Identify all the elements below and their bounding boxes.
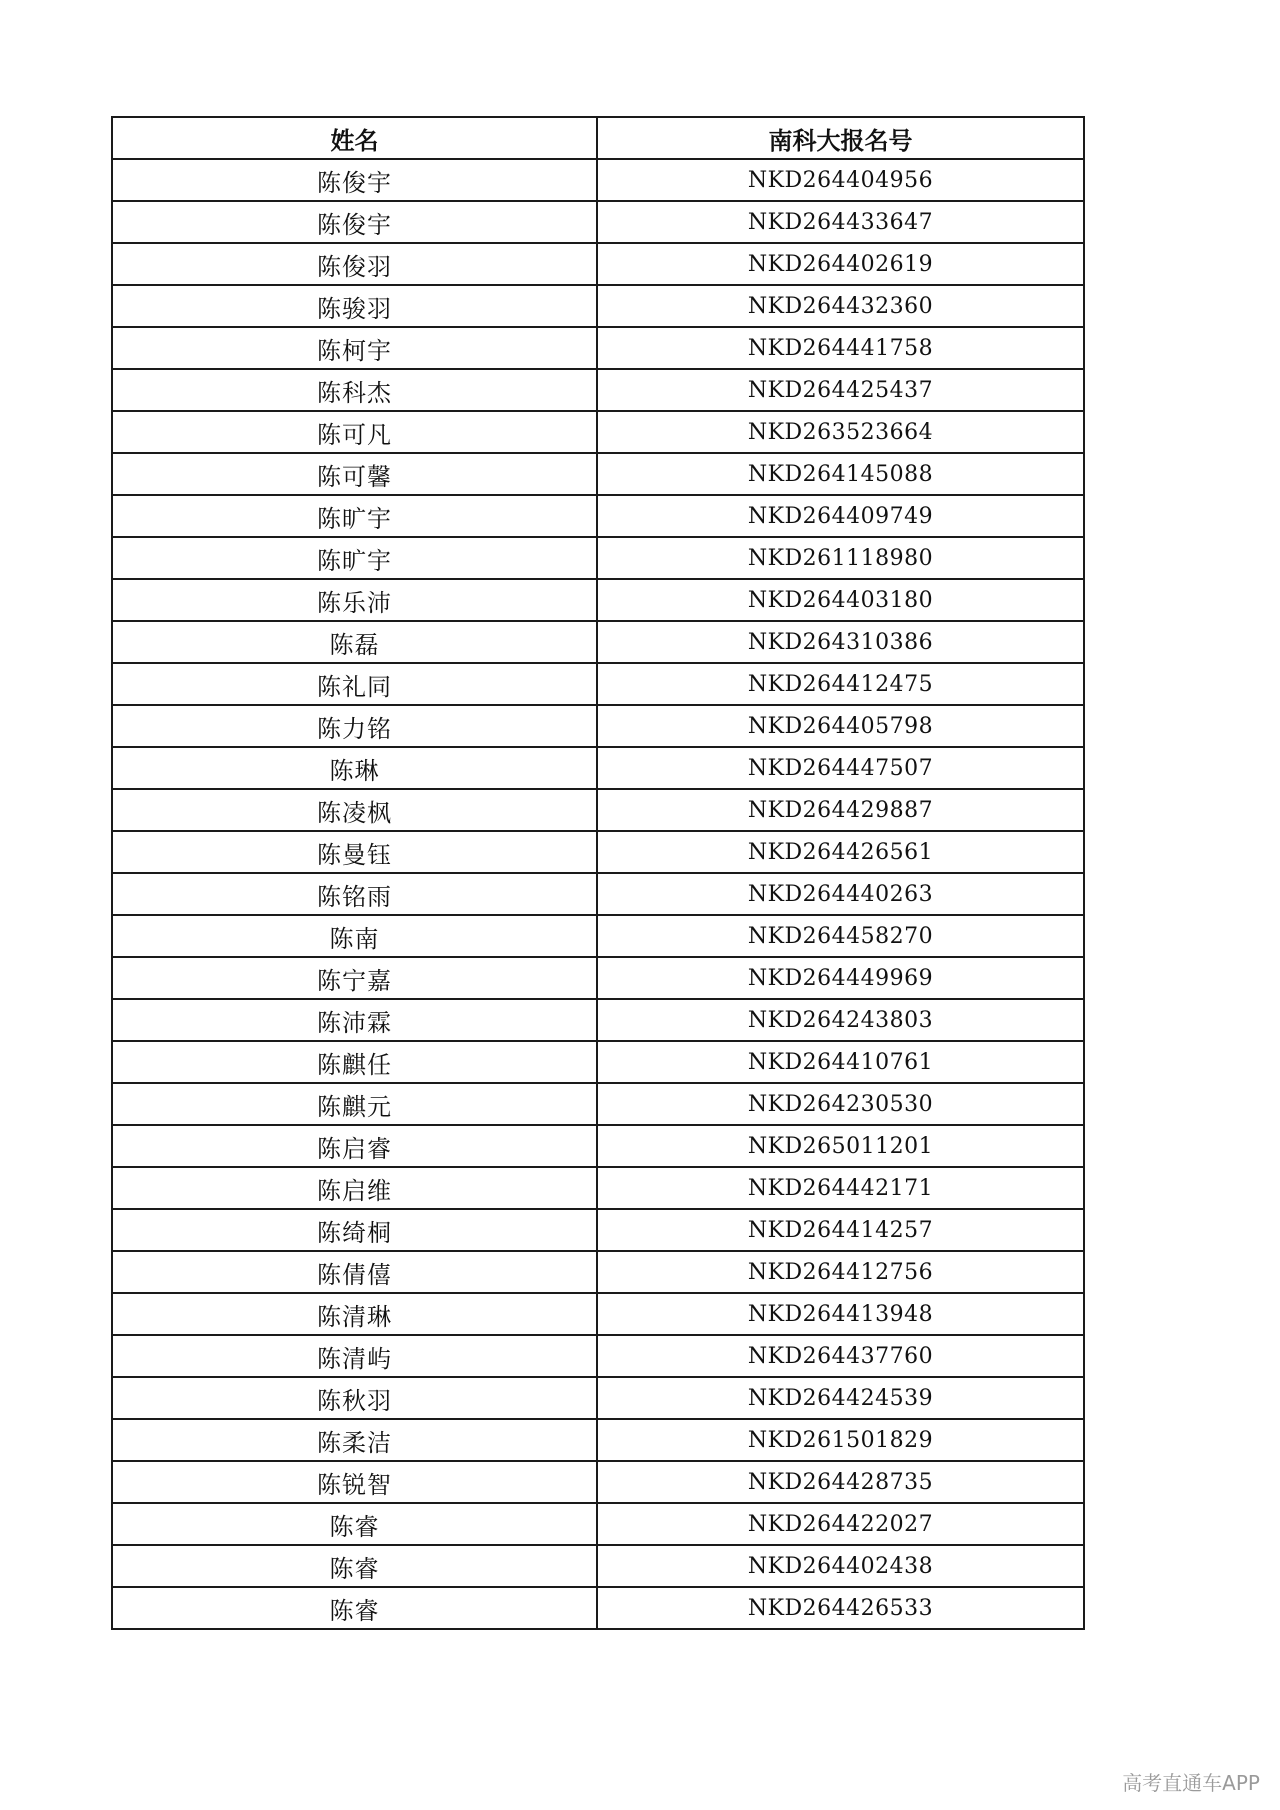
cell-registration-no: NKD264433647 xyxy=(597,201,1084,243)
table-row xyxy=(112,621,1084,663)
cell-registration-no: NKD263523664 xyxy=(597,411,1084,453)
cell-registration-no: NKD264425437 xyxy=(597,369,1084,411)
cell-registration-no: NKD264426561 xyxy=(597,831,1084,873)
table-row xyxy=(112,1125,1084,1167)
table-header-row xyxy=(112,117,1084,159)
cell-registration-no: NKD261501829 xyxy=(597,1419,1084,1461)
table-row xyxy=(112,201,1084,243)
table-row xyxy=(112,705,1084,747)
cell-name: 陈礼同 xyxy=(112,663,597,705)
cell-name: 陈俊羽 xyxy=(112,243,597,285)
cell-registration-no: NKD264424539 xyxy=(597,1377,1084,1419)
cell-registration-no: NKD264404956 xyxy=(597,159,1084,201)
cell-name: 陈秋羽 xyxy=(112,1377,597,1419)
cell-name: 陈旷宇 xyxy=(112,537,597,579)
cell-registration-no: NKD264403180 xyxy=(597,579,1084,621)
cell-registration-no: NKD264432360 xyxy=(597,285,1084,327)
cell-name: 陈睿 xyxy=(112,1503,597,1545)
table-row xyxy=(112,285,1084,327)
cell-registration-no: NKD264243803 xyxy=(597,999,1084,1041)
cell-name: 陈可馨 xyxy=(112,453,597,495)
table-row xyxy=(112,579,1084,621)
cell-name: 陈磊 xyxy=(112,621,597,663)
cell-name: 陈沛霖 xyxy=(112,999,597,1041)
table-row xyxy=(112,495,1084,537)
cell-name: 陈乐沛 xyxy=(112,579,597,621)
table-row xyxy=(112,1503,1084,1545)
cell-registration-no: NKD264409749 xyxy=(597,495,1084,537)
table-row xyxy=(112,999,1084,1041)
table-row xyxy=(112,957,1084,999)
candidate-table xyxy=(111,116,1085,1630)
cell-registration-no: NKD264440263 xyxy=(597,873,1084,915)
cell-registration-no: NKD261118980 xyxy=(597,537,1084,579)
cell-name: 陈启睿 xyxy=(112,1125,597,1167)
cell-registration-no: NKD264458270 xyxy=(597,915,1084,957)
cell-registration-no: NKD264402619 xyxy=(597,243,1084,285)
cell-registration-no: NKD264405798 xyxy=(597,705,1084,747)
table-row xyxy=(112,1041,1084,1083)
table-row xyxy=(112,1587,1084,1629)
cell-registration-no: NKD264145088 xyxy=(597,453,1084,495)
table-row xyxy=(112,1377,1084,1419)
table-row xyxy=(112,1461,1084,1503)
table-row xyxy=(112,873,1084,915)
cell-name: 陈麒任 xyxy=(112,1041,597,1083)
table-row xyxy=(112,1251,1084,1293)
cell-name: 陈启维 xyxy=(112,1167,597,1209)
cell-registration-no: NKD264429887 xyxy=(597,789,1084,831)
cell-registration-no: NKD264422027 xyxy=(597,1503,1084,1545)
cell-name: 陈清琳 xyxy=(112,1293,597,1335)
table-row xyxy=(112,1167,1084,1209)
cell-registration-no: NKD264442171 xyxy=(597,1167,1084,1209)
cell-registration-no: NKD264310386 xyxy=(597,621,1084,663)
cell-name: 陈琳 xyxy=(112,747,597,789)
table-row xyxy=(112,537,1084,579)
cell-registration-no: NKD264447507 xyxy=(597,747,1084,789)
cell-registration-no: NKD264413948 xyxy=(597,1293,1084,1335)
table-row xyxy=(112,1335,1084,1377)
cell-name: 陈倩僖 xyxy=(112,1251,597,1293)
table-row xyxy=(112,1083,1084,1125)
table-row xyxy=(112,1419,1084,1461)
table-row xyxy=(112,1545,1084,1587)
cell-name: 陈力铭 xyxy=(112,705,597,747)
cell-registration-no: NKD264449969 xyxy=(597,957,1084,999)
table-row xyxy=(112,411,1084,453)
cell-name: 陈柔洁 xyxy=(112,1419,597,1461)
cell-registration-no: NKD264428735 xyxy=(597,1461,1084,1503)
cell-registration-no: NKD265011201 xyxy=(597,1125,1084,1167)
cell-name: 陈骏羽 xyxy=(112,285,597,327)
table-row xyxy=(112,915,1084,957)
table-row xyxy=(112,1293,1084,1335)
table-row xyxy=(112,747,1084,789)
watermark: 高考直通车APP xyxy=(1122,1771,1260,1795)
cell-name: 陈科杰 xyxy=(112,369,597,411)
cell-registration-no: NKD264412475 xyxy=(597,663,1084,705)
table-row xyxy=(112,831,1084,873)
header-registration-no: 南科大报名号 xyxy=(597,117,1084,159)
table-row xyxy=(112,243,1084,285)
cell-name: 陈睿 xyxy=(112,1545,597,1587)
table-row xyxy=(112,789,1084,831)
cell-registration-no: NKD264230530 xyxy=(597,1083,1084,1125)
cell-registration-no: NKD264437760 xyxy=(597,1335,1084,1377)
table-row xyxy=(112,159,1084,201)
cell-name: 陈曼钰 xyxy=(112,831,597,873)
header-name: 姓名 xyxy=(112,117,597,159)
table-row xyxy=(112,369,1084,411)
cell-name: 陈南 xyxy=(112,915,597,957)
cell-name: 陈睿 xyxy=(112,1587,597,1629)
cell-registration-no: NKD264441758 xyxy=(597,327,1084,369)
cell-name: 陈俊宇 xyxy=(112,201,597,243)
cell-registration-no: NKD264426533 xyxy=(597,1587,1084,1629)
table-body xyxy=(112,159,1084,1629)
cell-name: 陈绮桐 xyxy=(112,1209,597,1251)
cell-name: 陈麒元 xyxy=(112,1083,597,1125)
cell-registration-no: NKD264410761 xyxy=(597,1041,1084,1083)
table-row xyxy=(112,1209,1084,1251)
table-row xyxy=(112,663,1084,705)
cell-name: 陈旷宇 xyxy=(112,495,597,537)
cell-name: 陈铭雨 xyxy=(112,873,597,915)
cell-registration-no: NKD264412756 xyxy=(597,1251,1084,1293)
cell-name: 陈锐智 xyxy=(112,1461,597,1503)
cell-name: 陈清屿 xyxy=(112,1335,597,1377)
cell-name: 陈凌枫 xyxy=(112,789,597,831)
cell-name: 陈可凡 xyxy=(112,411,597,453)
table-row xyxy=(112,327,1084,369)
cell-name: 陈柯宇 xyxy=(112,327,597,369)
cell-registration-no: NKD264414257 xyxy=(597,1209,1084,1251)
cell-name: 陈俊宇 xyxy=(112,159,597,201)
table-row xyxy=(112,453,1084,495)
cell-name: 陈宁嘉 xyxy=(112,957,597,999)
cell-registration-no: NKD264402438 xyxy=(597,1545,1084,1587)
